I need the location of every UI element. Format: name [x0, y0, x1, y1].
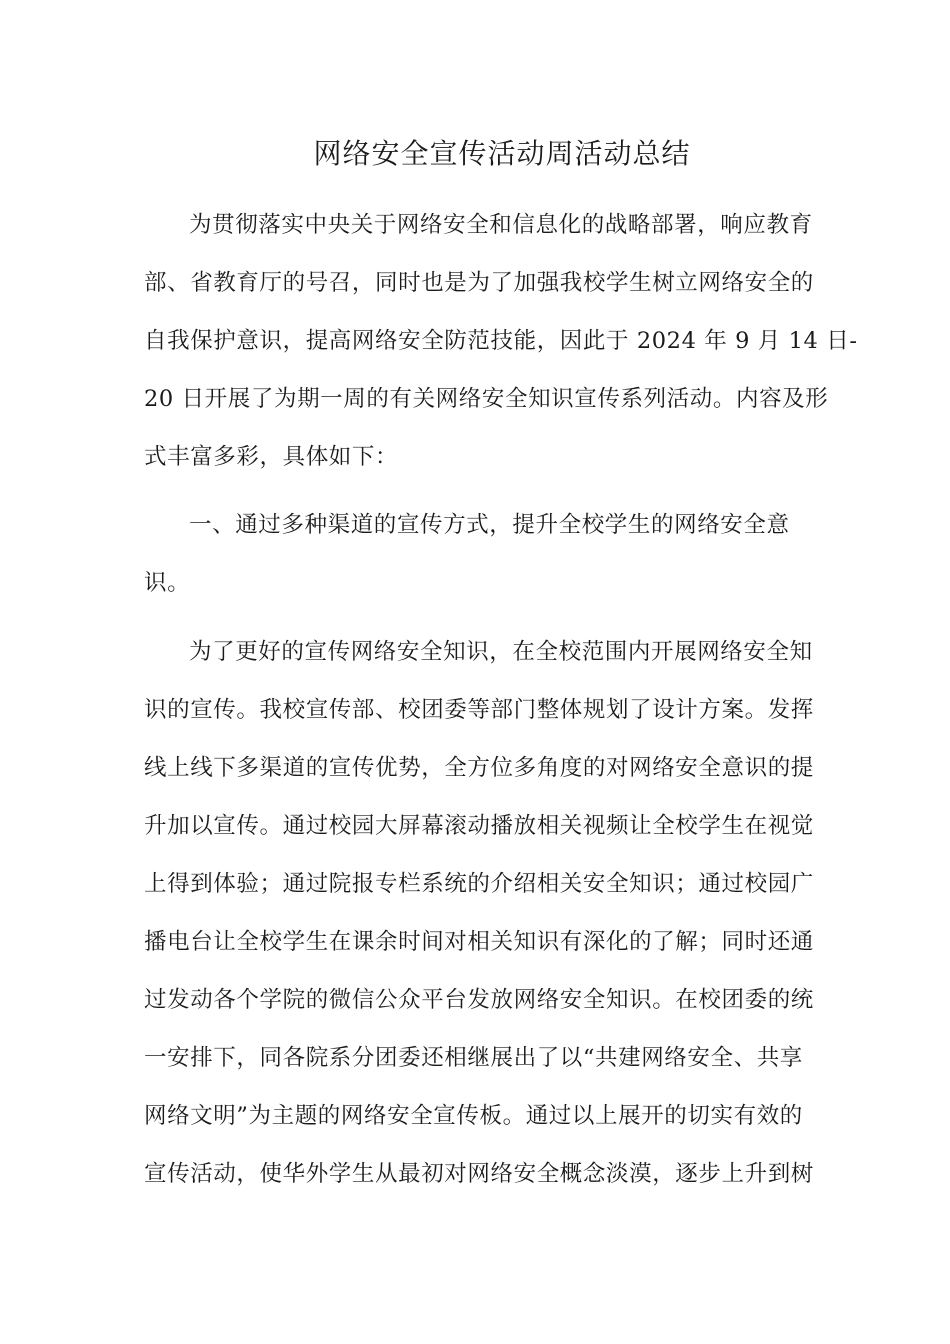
text-line: 识的宣传。我校宣传部、校团委等部门整体规划了设计方案。发挥 — [144, 697, 814, 723]
text-line: 过发动各个学院的微信公众平台发放网络安全知识。在校团委的统 — [144, 987, 814, 1013]
text-line: 20 日开展了为期一周的有关网络安全知识宣传系列活动。内容及形 — [144, 386, 829, 412]
text-line: 为贯彻落实中央关于网络安全和信息化的战略部署，响应教育 — [189, 212, 813, 238]
document-body — [144, 196, 858, 1213]
text-line: 升加以宣传。通过校园大屏幕滚动播放相关视频让全校学生在视觉 — [144, 813, 814, 839]
text-line: 一、通过多种渠道的宣传方式，提升全校学生的网络安全意 — [189, 512, 790, 538]
document-title: 网络安全宣传活动周活动总结 — [313, 137, 691, 170]
paragraph-section-body — [144, 623, 814, 1203]
text-line: 线上线下多渠道的宣传优势，全方位多角度的对网络安全意识的提 — [144, 755, 814, 781]
text-line: 自我保护意识，提高网络安全防范技能，因此于 2024 年 9 月 14 日- — [144, 328, 858, 354]
text-line: 一安排下，同各院系分团委还相继展出了以“共建网络安全、共享 — [144, 1045, 803, 1071]
text-line: 播电台让全校学生在课余时间对相关知识有深化的了解；同时还通 — [144, 929, 814, 955]
text-line: 网络文明”为主题的网络安全宣传板。通过以上展开的切实有效的 — [144, 1103, 803, 1129]
text-line: 宣传活动，使华外学生从最初对网络安全概念淡漠，逐步上升到树 — [144, 1161, 814, 1187]
paragraph-section-heading — [144, 496, 810, 612]
text-line: 识。 — [144, 570, 191, 596]
text-line: 为了更好的宣传网络安全知识，在全校范围内开展网络安全知 — [189, 639, 813, 665]
text-line: 上得到体验；通过院报专栏系统的介绍相关安全知识；通过校园广 — [144, 871, 814, 897]
text-line: 式丰富多彩，具体如下： — [144, 444, 399, 470]
paragraph-intro — [144, 196, 858, 486]
text-line: 部、省教育厅的号召，同时也是为了加强我校学生树立网络安全的 — [144, 270, 814, 296]
